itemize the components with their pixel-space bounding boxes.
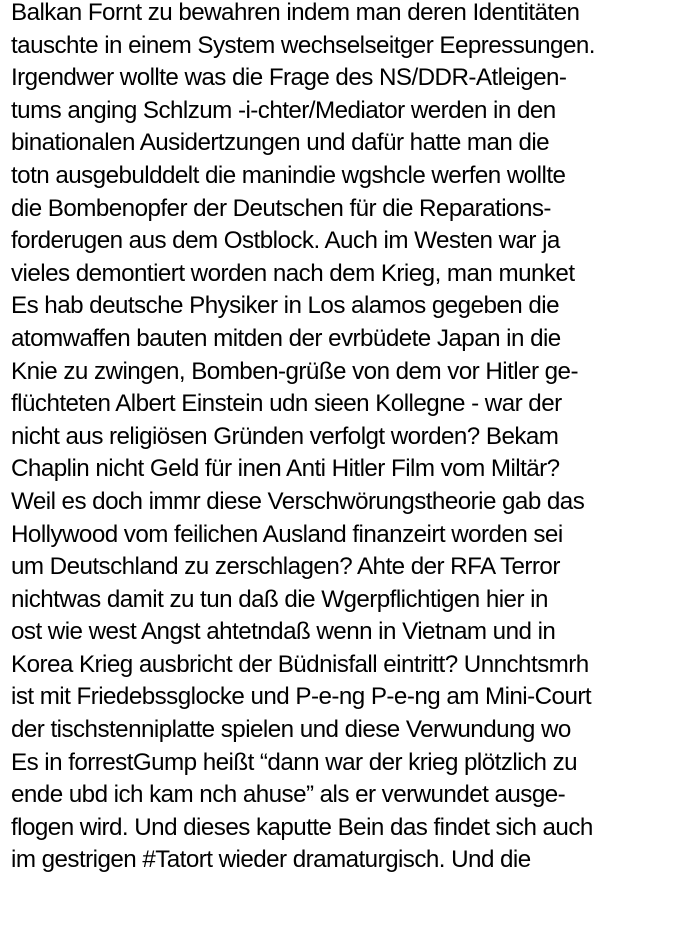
text-line: totn ausgebulddelt die manindie wgshcle werfen wollte: [11, 161, 566, 189]
text-line: ende ubd ich kam nch ahuse” als er verwundet ausge-: [11, 781, 566, 809]
text-line: Chaplin nicht Geld für inen Anti Hitler Film vom Miltär?: [11, 455, 560, 483]
body-text: [11, 0, 679, 877]
text-line: nichtwas damit zu tun daß die Wgerpflichtigen hier in: [11, 585, 548, 613]
text-line: flüchteten Albert Einstein udn sieen Kollegne - war der: [11, 390, 562, 418]
text-line: der tischstenniplatte spielen und diese Verwundung wo: [11, 716, 571, 744]
text-line: atomwaffen bauten mitden der evrbüdete Japan in die: [11, 324, 561, 352]
text-line: tauschte in einem System wechselseitger Eepressungen.: [11, 31, 595, 59]
text-line: ist mit Friedebssglocke und P-e-ng P-e-ng am Mini-Court: [11, 683, 592, 711]
text-line: ost wie west Angst ahtetndaß wenn in Vietnam und in: [11, 618, 556, 646]
text-line: Korea Krieg ausbricht der Büdnisfall eintritt? Unnchtsmrh: [11, 650, 589, 678]
text-line: tums anging Schlzum -i-chter/Mediator werden in den: [11, 96, 556, 124]
text-line: Irgendwer wollte was die Frage des NS/DDR-Atleigen-: [11, 64, 567, 92]
text-line: binationalen Ausidertzungen und dafür hatte man die: [11, 129, 550, 157]
text-line: die Bombenopfer der Deutschen für die Reparations-: [11, 194, 551, 222]
text-line: Hollywood vom feilichen Ausland finanzeirt worden sei: [11, 520, 563, 548]
text-line: im gestrigen #Tatort wieder dramaturgisch. Und die: [11, 846, 531, 874]
text-line: Es in forrestGump heißt “dann war der krieg plötzlich zu: [11, 748, 578, 776]
text-line: vieles demontiert worden nach dem Krieg, man munket: [11, 259, 575, 287]
text-line: Balkan Fornt zu bewahren indem man deren Identitäten: [11, 0, 580, 26]
text-line: Knie zu zwingen, Bomben-grüße von dem vor Hitler ge-: [11, 357, 578, 385]
text-line: Es hab deutsche Physiker in Los alamos gegeben die: [11, 292, 559, 320]
text-line: um Deutschland zu zerschlagen? Ahte der RFA Terror: [11, 553, 560, 581]
text-line: Weil es doch immr diese Verschwörungstheorie gab das: [11, 487, 585, 515]
text-line: flogen wird. Und dieses kaputte Bein das findet sich auch: [11, 813, 593, 841]
text-line: forderugen aus dem Ostblock. Auch im Westen war ja: [11, 227, 560, 255]
text-line: nicht aus religiösen Gründen verfolgt worden? Bekam: [11, 422, 559, 450]
